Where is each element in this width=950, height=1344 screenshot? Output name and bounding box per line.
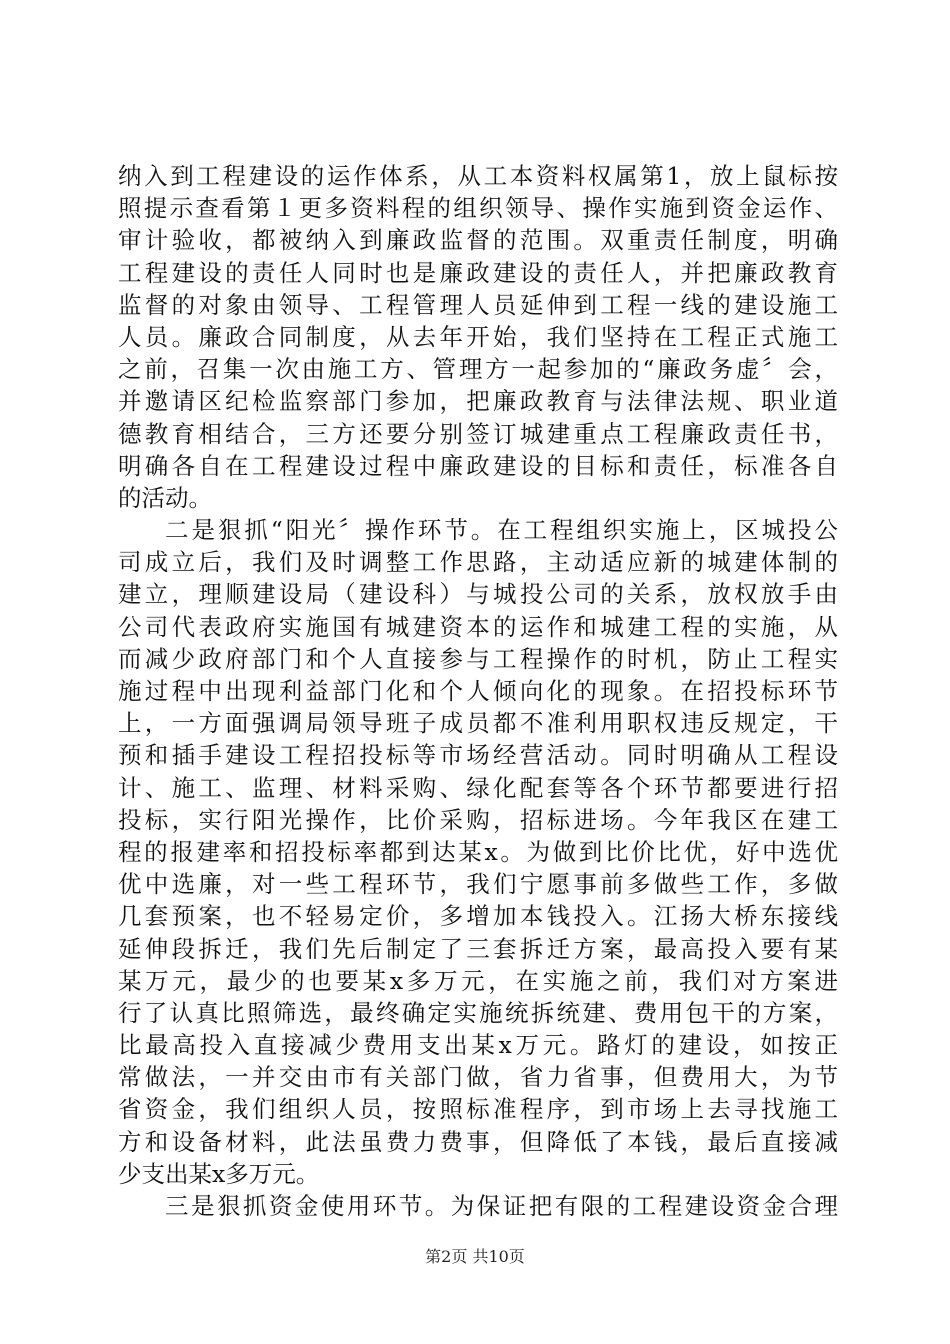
text-line: 审计验收，都被纳入到廉政监督的范围。双重责任制度，明确 (118, 226, 838, 255)
text-line: 人员。廉政合同制度，从去年开始，我们坚持在工程正式施工 (118, 322, 838, 351)
text-line: 的活动。 (118, 483, 212, 512)
text-line: 并邀请区纪检监察部门参加，把廉政教育与法律法规、职业道 (118, 387, 838, 416)
text-line: 上，一方面强调局领导班子成员都不准利用职权违反规定，干 (118, 709, 838, 738)
text-line: 延伸段拆迁，我们先后制定了三套拆迁方案，最高投入要有某 (118, 934, 838, 963)
text-line: 明确各自在工程建设过程中廉政建设的目标和责任，标准各自 (118, 451, 838, 480)
text-line: 优中选廉，对一些工程环节，我们宁愿事前多做些工作，多做 (118, 870, 838, 899)
page-footer: 第2页 共10页 (425, 1247, 525, 1266)
text-line: 而减少政府部门和个人直接参与工程操作的时机，防止工程实 (118, 644, 838, 673)
text-line: 投标，实行阳光操作，比价采购，招标进场。今年我区在建工 (118, 805, 838, 834)
text-line: 比最高投入直接减少费用支出某x万元。路灯的建设，如按正 (118, 1031, 838, 1060)
text-line: 某万元，最少的也要某x多万元，在实施之前，我们对方案进 (118, 966, 838, 995)
text-line: 照提示查看第１更多资料程的组织领导、操作实施到资金运作、 (118, 194, 838, 223)
text-line: 监督的对象由领导、工程管理人员延伸到工程一线的建设施工 (118, 290, 838, 319)
text-line: 工程建设的责任人同时也是廉政建设的责任人，并把廉政教育 (118, 258, 838, 287)
text-line: 程的报建率和招投标率都到达某x。为做到比价比优，好中选优 (118, 837, 838, 866)
text-line: 建立，理顺建设局（建设科）与城投公司的关系，放权放手由 (118, 580, 838, 609)
text-line: 行了认真比照筛选，最终确定实施统拆统建、费用包干的方案， (118, 998, 838, 1027)
text-line: 公司代表政府实施国有城建资本的运作和城建工程的实施，从 (118, 612, 838, 641)
paragraph-start: 三是狠抓资金使用环节。为保证把有限的工程建设资金合理 (165, 1192, 838, 1220)
text-line: 几套预案，也不轻易定价，多增加本钱投入。江扬大桥东接线 (118, 902, 838, 931)
paragraph-start: 二是狠抓“阳光〞操作环节。在工程组织实施上，区城投公 (165, 516, 838, 545)
text-line: 预和插手建设工程招投标等市场经营活动。同时明确从工程设 (118, 741, 838, 770)
text-line: 司成立后，我们及时调整工作思路，主动适应新的城建体制的 (118, 548, 838, 577)
text-line: 德教育相结合，三方还要分别签订城建重点工程廉政责任书， (118, 419, 838, 448)
body-text (118, 160, 838, 1222)
text-line: 常做法，一并交由市有关部门做，省力省事，但费用大，为节 (118, 1063, 838, 1092)
text-line: 省资金，我们组织人员，按照标准程序，到市场上去寻找施工 (118, 1095, 838, 1124)
text-line: 之前，召集一次由施工方、管理方一起参加的“廉政务虚〞会， (118, 355, 838, 384)
text-line: 少支出某x多万元。 (118, 1159, 320, 1188)
text-line: 方和设备材料，此法虽费力费事，但降低了本钱，最后直接减 (118, 1127, 838, 1156)
text-line: 纳入到工程建设的运作体系，从工本资料权属第1，放上鼠标按 (118, 162, 838, 190)
text-line: 施过程中出现利益部门化和个人倾向化的现象。在招投标环节 (118, 677, 838, 705)
text-line: 计、施工、监理、材料采购、绿化配套等各个环节都要进行招 (118, 773, 838, 802)
